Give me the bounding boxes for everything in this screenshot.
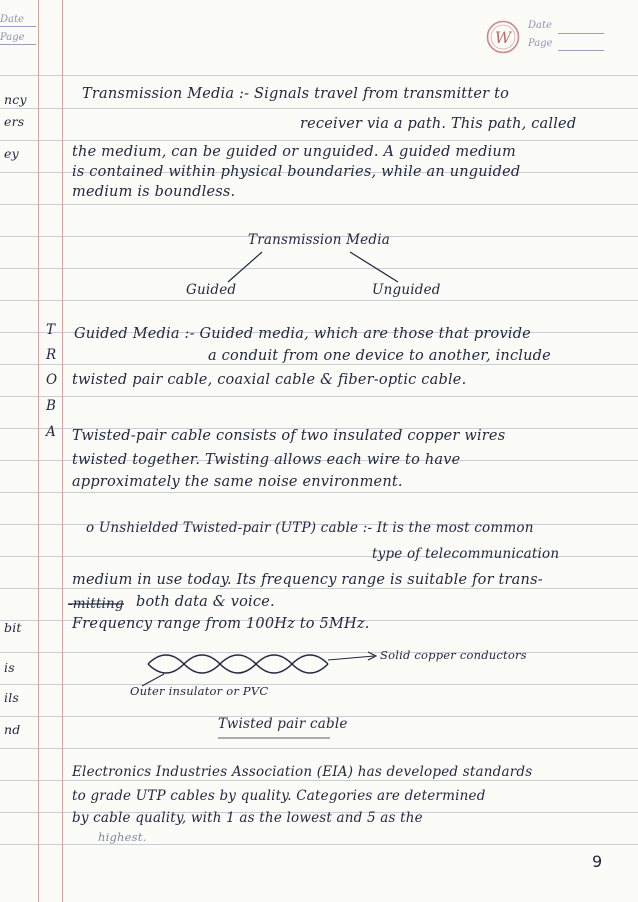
acronym-letter: A <box>46 424 56 440</box>
acronym-letter: B <box>46 398 57 414</box>
tree-root-label: Transmission Media <box>248 232 390 248</box>
text-line: o Unshielded Twisted-pair (UTP) cable :- It is the most common <box>86 520 534 536</box>
margin-note: nd <box>4 722 21 737</box>
page-label: Page <box>528 38 553 49</box>
date-label: Date <box>528 20 552 31</box>
text-line: highest. <box>98 830 147 844</box>
margin-note: ils <box>4 690 20 705</box>
text-line: medium in use today. Its frequency range is suitable for trans- <box>72 572 543 588</box>
tree-left-label: Guided <box>186 282 237 298</box>
tree-branch-right <box>350 252 398 282</box>
logo-letter: W <box>494 28 512 47</box>
text-line: type of telecommunication <box>372 546 560 562</box>
text-line: Twisted-pair cable consists of two insulated copper wires <box>72 428 506 444</box>
text-line: is contained within physical boundaries, while an unguided <box>72 164 521 180</box>
text-line: approximately the same noise environment. <box>72 474 403 490</box>
text-line: to grade UTP cables by quality. Categories are determined <box>72 788 486 804</box>
arrow-copper <box>328 656 374 660</box>
margin-note: ey <box>4 146 19 161</box>
text-line: a conduit from one device to another, include <box>208 348 551 364</box>
tree-right-label: Unguided <box>372 282 441 298</box>
outer-label: Outer insulator or PVC <box>130 684 269 698</box>
text-line: both data & voice. <box>136 594 275 610</box>
text-line: twisted pair cable, coaxial cable & fiber-optic cable. <box>72 372 467 388</box>
margin-note: ncy <box>4 92 27 107</box>
text-line: receiver via a path. This path, called <box>300 116 577 132</box>
text-line: the medium, can be guided or unguided. A guided medium <box>72 144 516 160</box>
text-line: by cable quality, with 1 as the lowest and 5 as the <box>72 810 423 826</box>
left-date-fragment: Date <box>0 14 24 25</box>
text-line: Transmission Media :- Signals travel from transmitter to <box>82 86 510 102</box>
tree-branch-left <box>228 252 262 282</box>
acronym-letter: T <box>46 322 56 338</box>
struck-word: -mitting <box>68 596 124 612</box>
acronym-letter: O <box>46 372 58 388</box>
margin-note: ers <box>4 114 25 129</box>
diagram-caption: Twisted pair cable <box>218 716 348 732</box>
text-line: medium is boundless. <box>72 184 236 200</box>
margin-note: bit <box>4 620 22 635</box>
left-page-fragment: Page <box>0 32 25 43</box>
text-line: twisted together. Twisting allows each wire to have <box>72 452 461 468</box>
copper-label: Solid copper conductors <box>380 648 527 662</box>
margin-note: is <box>4 660 15 675</box>
page-number: 9 <box>592 852 603 871</box>
acronym-letter: R <box>46 347 57 363</box>
text-line: Electronics Industries Association (EIA) has developed standards <box>72 764 533 780</box>
text-line: Guided Media :- Guided media, which are those that provide <box>74 326 531 342</box>
text-line: Frequency range from 100Hz to 5MHz. <box>72 616 370 632</box>
